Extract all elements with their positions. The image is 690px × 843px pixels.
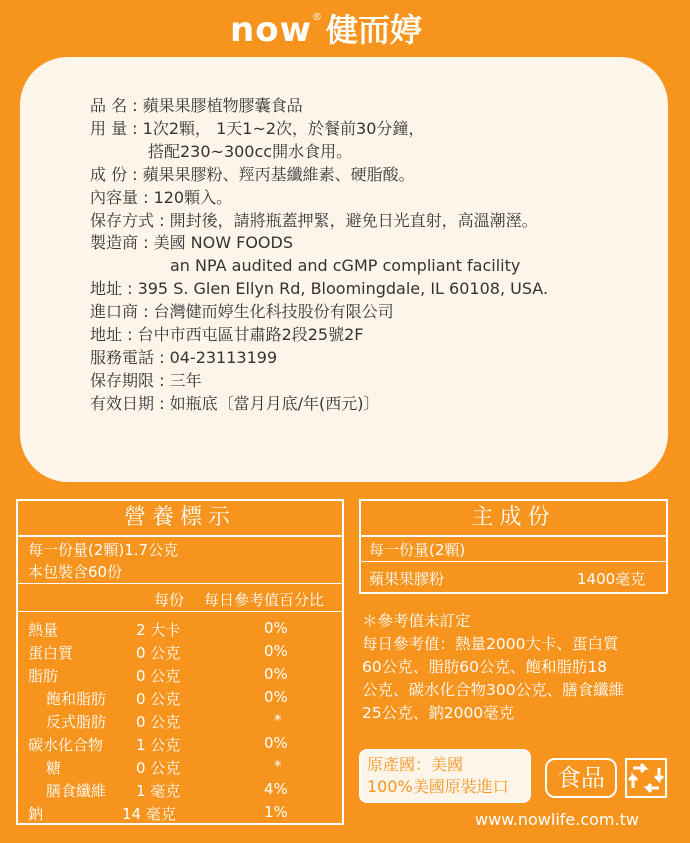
nutrient-name: 鈉 bbox=[28, 805, 44, 823]
nutrient-pct: 0% bbox=[264, 619, 288, 637]
brand-name-zh: 健而婷 bbox=[325, 11, 422, 49]
ingredient-name: 蘋果果膠粉 bbox=[369, 570, 445, 588]
info-line: 服務電話 : 04-23113199 bbox=[90, 347, 278, 367]
servings-per-pack: 本包裝含60份 bbox=[28, 563, 123, 581]
nutrient-amount: 0 公克 bbox=[136, 713, 181, 731]
nutrient-pct: 0% bbox=[264, 688, 288, 706]
nutrient-amount: 0 公克 bbox=[136, 667, 181, 685]
divider bbox=[361, 561, 666, 562]
info-line: 地址 : 台中市西屯區甘肅路2段25號2F bbox=[90, 325, 364, 345]
origin-import: 100%美國原裝進口 bbox=[367, 777, 509, 796]
nutrient-pct: 1% bbox=[264, 803, 288, 821]
info-line: 保存方式 : 開封後，請將瓶蓋押緊，避免日光直射，高溫潮溼。 bbox=[90, 210, 538, 230]
info-line: 進口商 : 台灣健而婷生化科技股份有限公司 bbox=[90, 302, 394, 322]
info-line: 品 名 : 蘋果果膠植物膠囊食品 bbox=[90, 96, 303, 115]
ingredient-amount: 1400毫克 bbox=[577, 570, 646, 588]
info-line: 成 份 : 蘋果果膠粉、羥丙基纖維素、硬脂酸。 bbox=[90, 164, 415, 184]
info-line: 用 量 : 1次2顆， 1天1~2次，於餐前30分鐘， bbox=[90, 118, 425, 138]
ingredients-title: 主成份 bbox=[361, 501, 666, 537]
origin-badge bbox=[359, 749, 531, 803]
note-line: 60公克、脂肪60公克、飽和脂肪18 bbox=[362, 658, 608, 676]
info-line: 保存期限 : 三年 bbox=[90, 370, 202, 390]
info-line: 製造商 : 美國 NOW FOODS bbox=[90, 233, 293, 253]
nutrient-amount: 0 公克 bbox=[136, 644, 181, 662]
recycle-icon bbox=[625, 758, 667, 798]
nutrient-amount: 0 公克 bbox=[136, 690, 181, 708]
info-line: 有效日期 : 如瓶底〔當月月底/年(西元)〕 bbox=[90, 393, 380, 413]
food-label: 食品 bbox=[545, 758, 617, 798]
registered-mark: ® bbox=[311, 12, 322, 23]
nutrient-name: 熱量 bbox=[28, 621, 59, 639]
website-url: www.nowlife.com.tw bbox=[475, 810, 639, 829]
nutrient-amount: 1 毫克 bbox=[136, 782, 181, 800]
now-logo: now bbox=[230, 10, 312, 50]
nutrition-facts-box bbox=[16, 499, 344, 825]
note-line: ＊參考值未訂定 bbox=[362, 612, 471, 630]
nutrient-amount: 14 毫克 bbox=[122, 805, 176, 823]
note-line: 每日參考值：熱量2000大卡、蛋白質 bbox=[362, 635, 619, 653]
nutrient-name: 脂肪 bbox=[28, 667, 59, 685]
info-line: 搭配230~300cc開水食用。 bbox=[148, 141, 353, 161]
note-line: 公克、碳水化合物300公克、膳食纖維 bbox=[362, 681, 625, 699]
nutrient-pct: * bbox=[274, 757, 282, 775]
nutrient-name: 反式脂肪 bbox=[46, 713, 107, 731]
main-ingredients-box bbox=[359, 499, 668, 594]
divider bbox=[18, 611, 342, 612]
col-per-serving: 每份 bbox=[154, 591, 185, 609]
info-line: 內容量 : 120顆入。 bbox=[90, 187, 233, 207]
divider bbox=[18, 583, 342, 584]
note-line: 25公克、鈉2000毫克 bbox=[362, 704, 515, 722]
origin-country: 原產國：美國 bbox=[367, 755, 464, 774]
nutrient-pct: 0% bbox=[264, 734, 288, 752]
brand-logo bbox=[230, 10, 422, 50]
nutrient-amount: 2 大卡 bbox=[136, 621, 181, 639]
nutrient-pct: 0% bbox=[264, 665, 288, 683]
nutrient-name: 蛋白質 bbox=[28, 644, 74, 662]
info-line: an NPA audited and cGMP compliant facility bbox=[170, 256, 521, 276]
nutrient-name: 飽和脂肪 bbox=[46, 690, 107, 708]
serving-size: 每一份量(2顆)1.7公克 bbox=[28, 541, 179, 559]
nutrition-title: 營養標示 bbox=[18, 501, 342, 537]
ingredient-serving: 每一份量(2顆) bbox=[369, 541, 466, 559]
nutrient-pct: 0% bbox=[264, 642, 288, 660]
nutrient-pct: * bbox=[274, 711, 282, 729]
nutrient-name: 碳水化合物 bbox=[28, 736, 104, 754]
nutrient-name: 膳食纖維 bbox=[46, 782, 107, 800]
nutrient-pct: 4% bbox=[264, 780, 288, 798]
product-info bbox=[90, 95, 548, 416]
info-line: 地址 : 395 S. Glen Ellyn Rd, Bloomingdale, IL 60108, USA. bbox=[90, 279, 549, 299]
nutrient-amount: 1 公克 bbox=[136, 736, 181, 754]
reference-notes bbox=[362, 610, 624, 725]
nutrient-amount: 0 公克 bbox=[136, 759, 181, 777]
nutrient-name: 糖 bbox=[46, 759, 62, 777]
col-daily-value: 每日參考值百分比 bbox=[204, 591, 325, 609]
